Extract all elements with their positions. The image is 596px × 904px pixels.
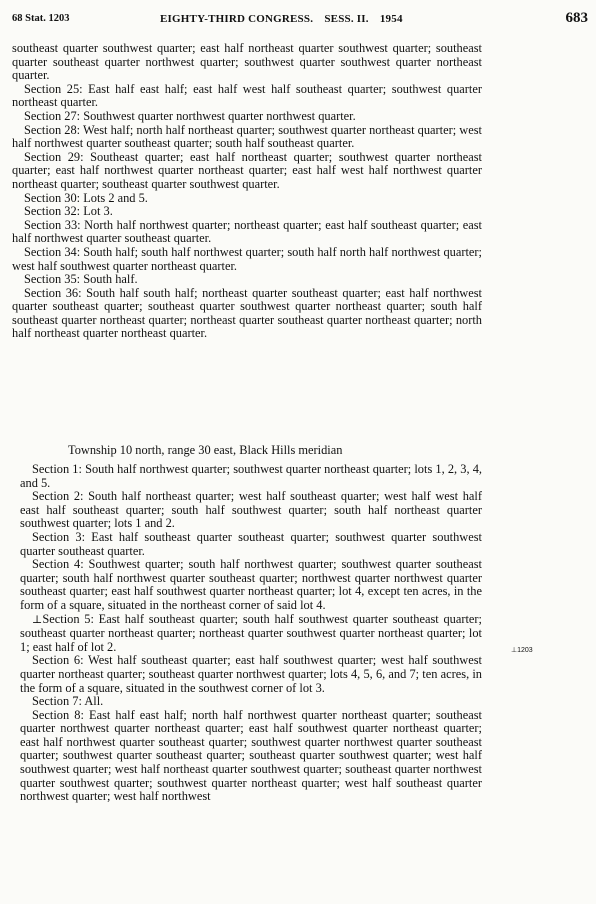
paragraph: Section 1: South half northwest quarter; southwest quarter northeast quarter; lots 1, 2, 3, 4, and 5. xyxy=(20,462,482,490)
paragraph: Section 32: Lot 3. xyxy=(24,204,113,219)
land-description-part-1 xyxy=(12,42,482,341)
paragraph: Section 36: South half south half; northeast quarter southeast quarter; east half northwest quarter southeast quarter; southeast quarter southwest quarter northeast quarter; south half southeast quarter northeast quarter; northeast quarter southeast quarter northeast quarter; north half northeast quarter northeast quarter. xyxy=(12,285,482,341)
page-break-mark: ⊥ xyxy=(32,613,43,626)
statute-citation: 68 Stat. 1203 xyxy=(12,13,70,24)
paragraph: Section 25: East half east half; east half west half southeast quarter; southwest quarter northeast quarter. xyxy=(12,81,482,110)
paragraph: Section 28: West half; north half northeast quarter; southwest quarter northeast quarter; west half northwest quarter southeast quarter; south half southeast quarter. xyxy=(12,122,482,151)
page-number: 683 xyxy=(565,10,588,26)
paragraph: Section 2: South half northeast quarter; west half southeast quarter; west half west half east half southeast quarter; south half southwest quarter; south half northeast quarter southwest quarter; lots 1 and 2. xyxy=(20,489,482,531)
paragraph: Section 4: Southwest quarter; south half northwest quarter; southwest quarter southeast quarter; south half northwest quarter southeast quarter; northwest quarter northwest quarter southeast quarter; east half southwest quarter northeast quarter; lot 4, except ten acres, in the form of a square, situated in the northeast corner of said lot 4. xyxy=(20,557,482,612)
paragraph: Section 6: West half southeast quarter; east half southwest quarter; west half southwest quarter northeast quarter; southeast quarter northwest quarter; lots 4, 5, 6, and 7; ten acres, in the form of a square, situated in the southwest corner of lot 3. xyxy=(20,653,482,695)
paragraph: Section 30: Lots 2 and 5. xyxy=(24,190,148,205)
congress-session-title: EIGHTY-THIRD CONGRESS. SESS. II. 1954 xyxy=(160,13,403,25)
paragraph: Section 35: South half. xyxy=(24,272,138,287)
paragraph: Section 7: All. xyxy=(32,694,104,709)
paragraph: Section 29: Southeast quarter; east half northeast quarter; southwest quarter northeast quarter; east half northwest quarter northeast quarter; east half west half northwest quarter northeast quarter; southeast quarter southwest quarter. xyxy=(12,149,482,191)
paragraph: Section 3: East half southeast quarter southeast quarter; southwest quarter southwest quarter southeast quarter. xyxy=(20,529,482,558)
marginal-note: ⊥1203 xyxy=(511,647,533,654)
township-heading: Township 10 north, range 30 east, Black Hills meridian xyxy=(68,443,343,457)
page-header xyxy=(12,10,588,32)
paragraph: Section 34: South half; south half northwest quarter; south half north half northwest quarter; west half southwest quarter northeast quarter. xyxy=(12,244,482,273)
land-description-part-2 xyxy=(20,463,482,804)
paragraph: Section 33: North half northwest quarter; northeast quarter; east half southeast quarter; east half northwest quarter southeast quarter. xyxy=(12,217,482,246)
paragraph: Section 8: East half east half; north half northwest quarter northeast quarter; southeast quarter northwest quarter northeast quarter; east half southwest quarter northeast quarter; east half northwest quarter southeast quarter; southwest quarter northwest quarter southeast quarter; southwest quarter southeast quarter; southeast quarter southwest quarter; west half southwest quarter; west half northeast quarter southwest quarter; southeast quarter northwest quarter southwest quarter; southwest quarter northeast quarter; west half southeast quarter northwest quarter; west half northwest xyxy=(20,707,482,804)
paragraph: southeast quarter southwest quarter; east half northeast quarter southwest quarter; southeast quarter southeast quarter northwest quarter; southwest quarter southwest quarter northeast quarter. xyxy=(12,41,482,83)
paragraph: Section 27: Southwest quarter northwest quarter northwest quarter. xyxy=(24,108,356,123)
paragraph-text: Section 5: East half southeast quarter; south half southwest quarter southeast quarter; southeast quarter northeast quarter; northeast quarter southwest quarter northeast quarter; lot 1; east half of lot 2. xyxy=(20,611,482,654)
paragraph-section-5 xyxy=(20,613,482,655)
